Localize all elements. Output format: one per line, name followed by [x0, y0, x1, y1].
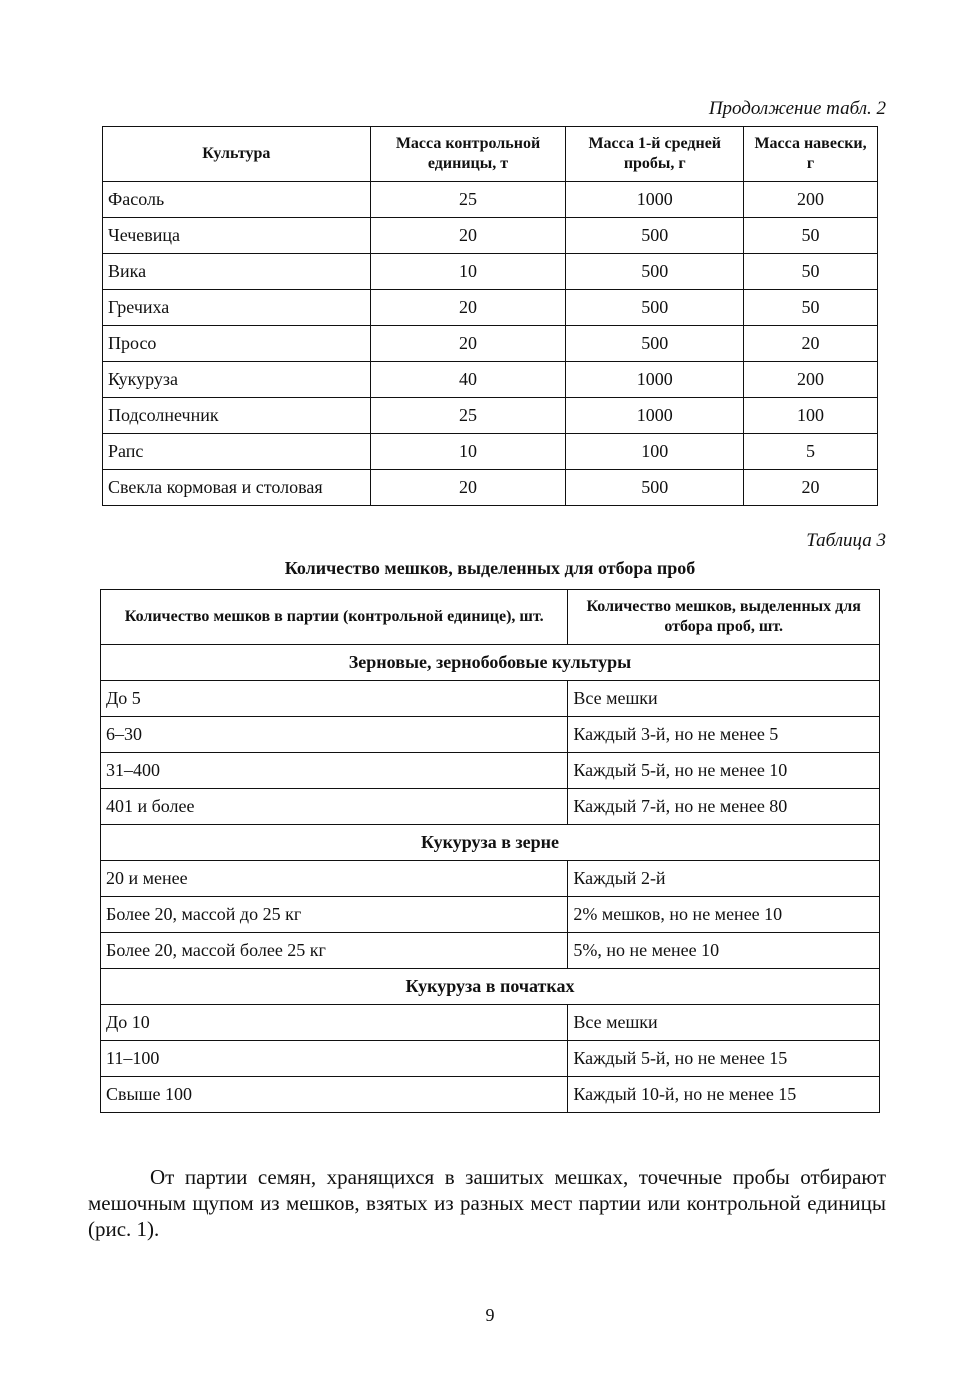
portion-mass: 50	[744, 254, 878, 290]
portion-mass: 50	[744, 290, 878, 326]
bags-in-lot: Свыше 100	[101, 1077, 568, 1113]
section-title: Кукуруза в зерне	[101, 825, 880, 861]
table-row	[103, 326, 878, 362]
control-unit-mass: 20	[370, 290, 566, 326]
section-title: Зерновые, зернобобовые культуры	[101, 645, 880, 681]
table-row	[103, 470, 878, 506]
table-row	[103, 362, 878, 398]
page-number: 9	[485, 1305, 495, 1325]
portion-mass: 5	[744, 434, 878, 470]
bags-selected: Каждый 10-й, но не менее 15	[568, 1077, 880, 1113]
portion-mass: 200	[744, 362, 878, 398]
first-sample-mass: 500	[566, 290, 744, 326]
header-first-sample-mass: Масса 1-й средней пробы, г	[566, 127, 744, 182]
portion-mass: 50	[744, 218, 878, 254]
table-row	[101, 789, 880, 825]
header-control-unit-mass: Масса контрольной единицы, т	[370, 127, 566, 182]
bags-in-lot: 6–30	[101, 717, 568, 753]
table-row	[101, 717, 880, 753]
portion-mass: 100	[744, 398, 878, 434]
crop-name: Подсолнечник	[103, 398, 371, 434]
control-unit-mass: 25	[370, 182, 566, 218]
body-paragraph: От партии семян, хранящихся в зашитых мешках, точечные пробы отбирают мешочным щупом из мешков, взятых из разных мест партии или контрольной единицы (рис. 1).	[88, 1165, 886, 1241]
bags-in-lot: Более 20, массой до 25 кг	[101, 897, 568, 933]
header-portion-mass: Масса навески, г	[744, 127, 878, 182]
first-sample-mass: 1000	[566, 398, 744, 434]
crop-name: Свекла кормовая и столовая	[103, 470, 371, 506]
bags-in-lot: 20 и менее	[101, 861, 568, 897]
bags-in-lot: 31–400	[101, 753, 568, 789]
crop-name: Чечевица	[103, 218, 371, 254]
table-row	[103, 398, 878, 434]
bags-selected: 2% мешков, но не менее 10	[568, 897, 880, 933]
first-sample-mass: 500	[566, 470, 744, 506]
table-header-row	[101, 590, 880, 645]
bags-selected: Каждый 2-й	[568, 861, 880, 897]
control-unit-mass: 20	[370, 470, 566, 506]
first-sample-mass: 500	[566, 218, 744, 254]
control-unit-mass: 20	[370, 326, 566, 362]
bags-selected: Все мешки	[568, 681, 880, 717]
crop-name: Кукуруза	[103, 362, 371, 398]
control-unit-mass: 10	[370, 434, 566, 470]
header-crop: Культура	[103, 127, 371, 182]
table-header-row	[103, 127, 878, 182]
crop-name: Рапс	[103, 434, 371, 470]
bags-in-lot: До 5	[101, 681, 568, 717]
table-number-caption: Таблица 3	[806, 530, 886, 551]
table-row	[101, 681, 880, 717]
control-unit-mass: 40	[370, 362, 566, 398]
table-bag-sampling	[100, 589, 880, 1113]
table-row	[103, 218, 878, 254]
first-sample-mass: 500	[566, 254, 744, 290]
header-bags-in-lot: Количество мешков в партии (контрольной единице), шт.	[101, 590, 568, 645]
table-title: Количество мешков, выделенных для отбора проб	[284, 558, 696, 578]
table-row	[101, 1077, 880, 1113]
table-row	[101, 897, 880, 933]
bags-selected: Каждый 5-й, но не менее 10	[568, 753, 880, 789]
bags-in-lot: Более 20, массой более 25 кг	[101, 933, 568, 969]
first-sample-mass: 1000	[566, 362, 744, 398]
table-row	[101, 933, 880, 969]
control-unit-mass: 20	[370, 218, 566, 254]
table-row	[103, 254, 878, 290]
table-continuation-caption: Продолжение табл. 2	[708, 98, 886, 119]
table-row	[101, 861, 880, 897]
section-row	[101, 969, 880, 1005]
table-row	[101, 753, 880, 789]
bags-selected: Все мешки	[568, 1005, 880, 1041]
bags-in-lot: 401 и более	[101, 789, 568, 825]
portion-mass: 20	[744, 470, 878, 506]
section-title: Кукуруза в початках	[101, 969, 880, 1005]
bags-selected: Каждый 3-й, но не менее 5	[568, 717, 880, 753]
bags-selected: 5%, но не менее 10	[568, 933, 880, 969]
control-unit-mass: 10	[370, 254, 566, 290]
first-sample-mass: 1000	[566, 182, 744, 218]
portion-mass: 20	[744, 326, 878, 362]
control-unit-mass: 25	[370, 398, 566, 434]
table-crop-sample-mass	[102, 126, 878, 506]
crop-name: Просо	[103, 326, 371, 362]
header-bags-selected: Количество мешков, выделенных для отбора проб, шт.	[568, 590, 880, 645]
first-sample-mass: 100	[566, 434, 744, 470]
table-row	[103, 182, 878, 218]
bags-selected: Каждый 7-й, но не менее 80	[568, 789, 880, 825]
crop-name: Фасоль	[103, 182, 371, 218]
first-sample-mass: 500	[566, 326, 744, 362]
table-row	[101, 1041, 880, 1077]
bags-in-lot: До 10	[101, 1005, 568, 1041]
crop-name: Вика	[103, 254, 371, 290]
table-row	[103, 290, 878, 326]
portion-mass: 200	[744, 182, 878, 218]
bags-selected: Каждый 5-й, но не менее 15	[568, 1041, 880, 1077]
table-row	[103, 434, 878, 470]
section-row	[101, 825, 880, 861]
table-row	[101, 1005, 880, 1041]
bags-in-lot: 11–100	[101, 1041, 568, 1077]
crop-name: Гречиха	[103, 290, 371, 326]
section-row	[101, 645, 880, 681]
